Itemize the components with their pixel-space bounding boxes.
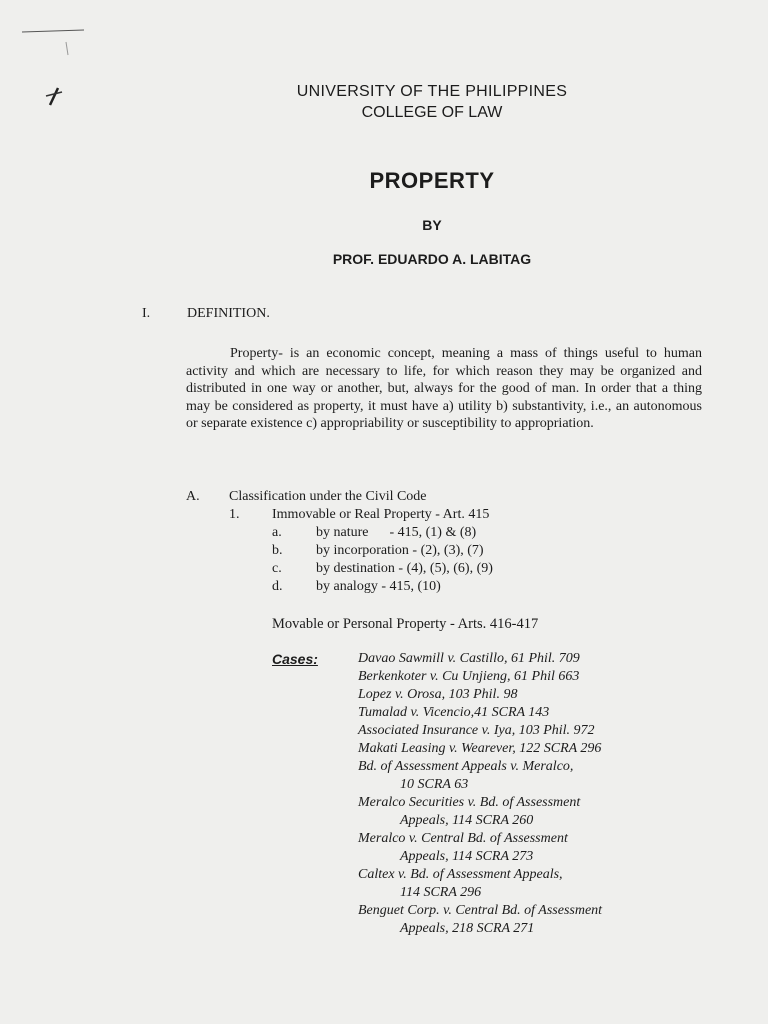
case-line: Tumalad v. Vicencio,41 SCRA 143 — [358, 705, 550, 720]
case-line: Berkenkoter v. Cu Unjieng, 61 Phil 663 — [358, 669, 580, 684]
case-line: Associated Insurance v. Iya, 103 Phil. 972 — [358, 723, 595, 738]
subitem-label: d. — [272, 579, 283, 594]
movable-property-heading: Movable or Personal Property - Arts. 416-417 — [272, 616, 539, 632]
author-name: PROF. EDUARDO A. LABITAG — [332, 251, 532, 267]
item-title: Immovable or Real Property - Art. 415 — [272, 507, 490, 522]
subitem-label: a. — [272, 525, 282, 540]
case-line: Appeals, 114 SCRA 273 — [400, 849, 534, 864]
case-line: 10 SCRA 63 — [400, 777, 469, 792]
case-line: Meralco Securities v. Bd. of Assessment — [358, 795, 581, 810]
case-line: Appeals, 114 SCRA 260 — [400, 813, 534, 828]
subitem-label: c. — [272, 561, 282, 576]
subitem-text: by incorporation - (2), (3), (7) — [316, 543, 484, 558]
document-title: PROPERTY — [369, 168, 495, 193]
classification-title: Classification under the Civil Code — [229, 489, 427, 504]
case-line: Caltex v. Bd. of Assessment Appeals, — [358, 867, 563, 882]
case-line: Davao Sawmill v. Castillo, 61 Phil. 709 — [358, 651, 580, 666]
by-label: BY — [422, 217, 442, 233]
subitem-label: b. — [272, 543, 283, 558]
case-line: Appeals, 218 SCRA 271 — [400, 921, 535, 936]
subitem-text: by analogy - 415, (10) — [316, 579, 441, 594]
cases-label: Cases: — [272, 651, 318, 667]
case-line: Lopez v. Orosa, 103 Phil. 98 — [358, 687, 518, 702]
university-name: UNIVERSITY OF THE PHILIPPINES — [296, 83, 568, 100]
section-number: I. — [142, 306, 151, 321]
subitem-text: by nature - 415, (1) & (8) — [316, 525, 477, 540]
section-title: DEFINITION. — [187, 306, 270, 321]
case-line: 114 SCRA 296 — [400, 885, 482, 900]
item-number: 1. — [229, 507, 240, 522]
case-line: Benguet Corp. v. Central Bd. of Assessment — [358, 903, 603, 918]
college-name: COLLEGE OF LAW — [361, 104, 503, 121]
classification-label: A. — [186, 489, 200, 504]
case-line: Bd. of Assessment Appeals v. Meralco, — [358, 759, 574, 774]
case-line: Makati Leasing v. Wearever, 122 SCRA 296 — [358, 741, 602, 756]
case-line: Meralco v. Central Bd. of Assessment — [358, 831, 568, 846]
definition-paragraph: Property- is an economic concept, meaning a mass of things useful to human activity and which are necessary to life, for which reason they may be organized and distributed in one way or another, but, always for the good of man. In order that a thing may be considered as property, it must have a) utility b) substantivity, i.e., an autonomous or separate existence c) appropriability or susceptibility to appropriation. — [186, 346, 702, 432]
scan-artifact-marks — [0, 0, 120, 120]
subitem-text: by destination - (4), (5), (6), (9) — [316, 561, 493, 576]
